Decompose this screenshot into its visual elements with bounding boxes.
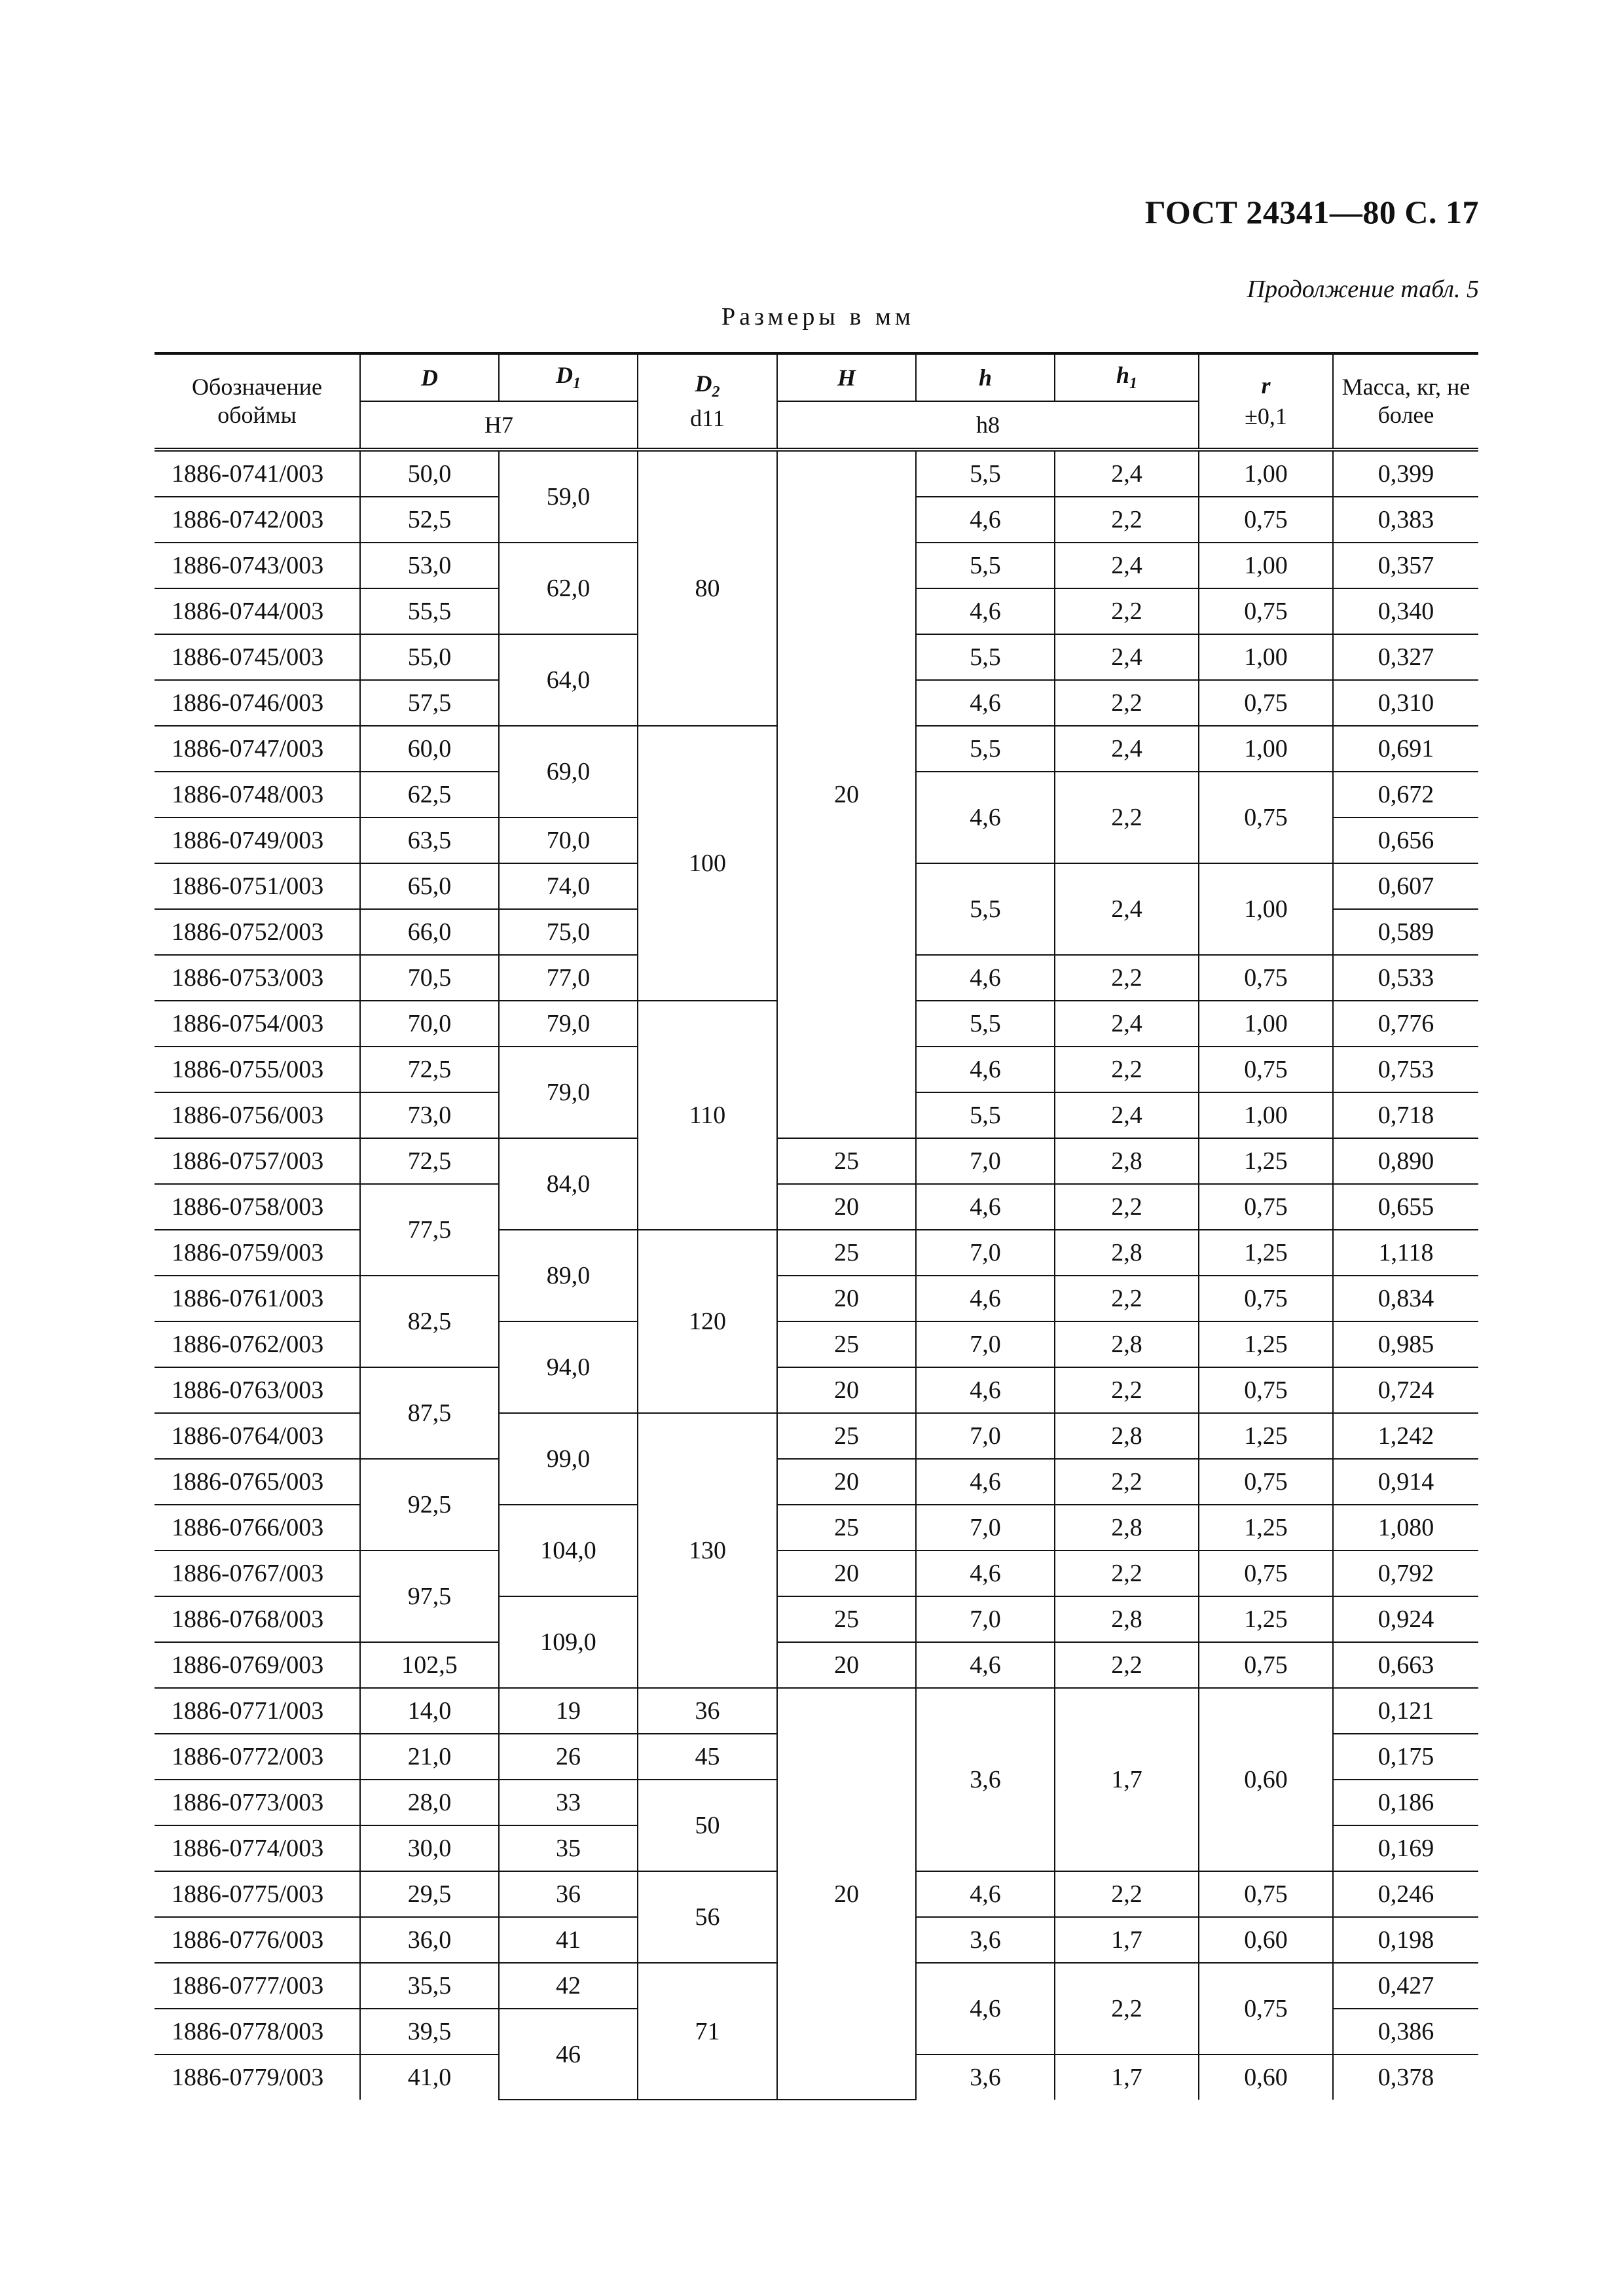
cell-D: 72,5 [360,1047,499,1092]
cell-mass: 0,386 [1333,2009,1478,2054]
cell-r: 1,25 [1199,1596,1333,1642]
cell-h1: 2,8 [1055,1321,1199,1367]
cell-H: 25 [777,1230,916,1276]
cell-h: 4,6 [916,1642,1055,1688]
cell-h1: 2,2 [1055,497,1199,543]
cell-r: 1,00 [1199,863,1333,955]
cell-designation: 1886-0767/003 [155,1551,360,1596]
table-row [155,1596,1478,1642]
cell-h1: 2,2 [1055,1459,1199,1505]
cell-mass: 1,080 [1333,1505,1478,1551]
cell-D1: 46 [499,2009,638,2100]
cell-D: 36,0 [360,1917,499,1963]
header-D-label: D [421,365,438,391]
cell-D2: 56 [638,1871,777,1963]
cell-h: 7,0 [916,1596,1055,1642]
cell-D: 21,0 [360,1734,499,1780]
cell-D: 70,5 [360,955,499,1001]
cell-D: 82,5 [360,1276,499,1367]
cell-r: 1,00 [1199,726,1333,772]
cell-h: 7,0 [916,1505,1055,1551]
cell-designation: 1886-0775/003 [155,1871,360,1917]
cell-D1: 84,0 [499,1138,638,1230]
cell-h1: 2,2 [1055,1047,1199,1092]
cell-h1: 2,4 [1055,450,1199,497]
cell-mass: 0,691 [1333,726,1478,772]
cell-r: 0,75 [1199,1459,1333,1505]
cell-D1: 62,0 [499,543,638,634]
cell-D: 72,5 [360,1138,499,1184]
table-row [155,1230,1478,1276]
cell-H: 20 [777,1459,916,1505]
cell-h1: 2,2 [1055,1276,1199,1321]
cell-designation: 1886-0749/003 [155,817,360,863]
cell-h1: 2,2 [1055,1184,1199,1230]
cell-designation: 1886-0779/003 [155,2054,360,2100]
cell-D: 28,0 [360,1780,499,1825]
cell-mass: 0,378 [1333,2054,1478,2100]
cell-r: 0,75 [1199,955,1333,1001]
cell-h: 4,6 [916,955,1055,1001]
header-h1 [1055,353,1199,401]
cell-H: 20 [777,1688,916,2100]
cell-H: 25 [777,1505,916,1551]
header-h [916,353,1055,401]
cell-designation: 1886-0764/003 [155,1413,360,1459]
cell-D2: 80 [638,450,777,726]
cell-designation: 1886-0752/003 [155,909,360,955]
cell-mass: 0,327 [1333,634,1478,680]
cell-D: 55,5 [360,588,499,634]
cell-r: 0,75 [1199,1184,1333,1230]
cell-designation: 1886-0769/003 [155,1642,360,1688]
cell-D1: 79,0 [499,1047,638,1138]
cell-designation: 1886-0773/003 [155,1780,360,1825]
cell-h: 4,6 [916,1459,1055,1505]
cell-D2: 71 [638,1963,777,2100]
cell-h: 4,6 [916,1963,1055,2054]
cell-mass: 0,776 [1333,1001,1478,1047]
cell-r: 0,75 [1199,1963,1333,2054]
cell-designation: 1886-0744/003 [155,588,360,634]
cell-h1: 2,4 [1055,726,1199,772]
cell-h: 4,6 [916,1367,1055,1413]
cell-r: 0,75 [1199,1276,1333,1321]
header-D1 [499,353,638,401]
cell-D: 53,0 [360,543,499,588]
header-mass: Масса, кг, не более [1333,353,1478,450]
cell-designation: 1886-0758/003 [155,1184,360,1230]
cell-H: 25 [777,1596,916,1642]
header-H [777,353,916,401]
cell-r: 1,00 [1199,543,1333,588]
cell-mass: 1,118 [1333,1230,1478,1276]
cell-h1: 2,2 [1055,1551,1199,1596]
header-H-label: H [837,365,856,391]
cell-D1: 89,0 [499,1230,638,1321]
cell-designation: 1886-0762/003 [155,1321,360,1367]
cell-h1: 2,8 [1055,1138,1199,1184]
cell-D: 52,5 [360,497,499,543]
cell-designation: 1886-0754/003 [155,1001,360,1047]
cell-h: 4,6 [916,1551,1055,1596]
dimensions-table [155,352,1478,2100]
cell-H: 20 [777,1642,916,1688]
header-D2 [638,353,777,450]
cell-H: 20 [777,450,916,1138]
cell-D1: 99,0 [499,1413,638,1505]
cell-designation: 1886-0755/003 [155,1047,360,1092]
cell-mass: 0,924 [1333,1596,1478,1642]
cell-designation: 1886-0742/003 [155,497,360,543]
cell-r: 0,75 [1199,772,1333,863]
cell-r: 0,60 [1199,1917,1333,1963]
cell-h1: 2,8 [1055,1596,1199,1642]
cell-h1: 2,2 [1055,1642,1199,1688]
cell-D1: 42 [499,1963,638,2009]
cell-designation: 1886-0774/003 [155,1825,360,1871]
cell-designation: 1886-0778/003 [155,2009,360,2054]
cell-r: 1,00 [1199,634,1333,680]
cell-h1: 2,2 [1055,1871,1199,1917]
cell-designation: 1886-0748/003 [155,772,360,817]
cell-D2: 50 [638,1780,777,1871]
cell-mass: 0,914 [1333,1459,1478,1505]
cell-D1: 77,0 [499,955,638,1001]
cell-h: 4,6 [916,497,1055,543]
cell-h: 4,6 [916,1871,1055,1917]
header-h-label: h [978,365,993,391]
cell-h1: 2,2 [1055,772,1199,863]
cell-h1: 2,2 [1055,1963,1199,2054]
cell-h: 5,5 [916,1001,1055,1047]
cell-mass: 0,985 [1333,1321,1478,1367]
cell-designation: 1886-0761/003 [155,1276,360,1321]
header-h1-label: $h_1$ [1116,362,1138,393]
cell-D: 73,0 [360,1092,499,1138]
cell-r: 1,25 [1199,1230,1333,1276]
header-D1-label: $D_1$ [556,362,581,393]
cell-D: 50,0 [360,450,499,497]
cell-designation: 1886-0771/003 [155,1688,360,1734]
cell-r: 0,75 [1199,1551,1333,1596]
cell-mass: 1,242 [1333,1413,1478,1459]
cell-r: 1,25 [1199,1413,1333,1459]
cell-D: 35,5 [360,1963,499,2009]
cell-D: 55,0 [360,634,499,680]
cell-D1: 94,0 [499,1321,638,1413]
cell-mass: 0,655 [1333,1184,1478,1230]
cell-r: 0,75 [1199,1047,1333,1092]
cell-mass: 0,198 [1333,1917,1478,1963]
cell-h: 4,6 [916,1047,1055,1092]
cell-h: 5,5 [916,634,1055,680]
cell-mass: 0,340 [1333,588,1478,634]
cell-h: 5,5 [916,543,1055,588]
cell-mass: 0,121 [1333,1688,1478,1734]
cell-r: 0,60 [1199,1688,1333,1871]
table-row [155,1551,1478,1596]
cell-D1: 19 [499,1688,638,1734]
cell-D1: 36 [499,1871,638,1917]
cell-designation: 1886-0765/003 [155,1459,360,1505]
cell-H: 20 [777,1367,916,1413]
cell-designation: 1886-0753/003 [155,955,360,1001]
cell-r: 0,75 [1199,1367,1333,1413]
cell-designation: 1886-0746/003 [155,680,360,726]
cell-mass: 0,169 [1333,1825,1478,1871]
cell-D: 57,5 [360,680,499,726]
cell-D2: 130 [638,1413,777,1688]
cell-D: 39,5 [360,2009,499,2054]
cell-mass: 0,246 [1333,1871,1478,1917]
page-header: ГОСТ 24341—80 С. 17 [1144,194,1479,230]
cell-D: 87,5 [360,1367,499,1459]
header-D [360,353,499,401]
cell-mass: 0,724 [1333,1367,1478,1413]
cell-r: 1,25 [1199,1505,1333,1551]
cell-mass: 0,533 [1333,955,1478,1001]
cell-h1: 1,7 [1055,2054,1199,2100]
header-r-label: r [1261,372,1271,399]
cell-r: 1,25 [1199,1321,1333,1367]
header-D2-label: $D_2$ [695,370,720,401]
cell-h1: 2,8 [1055,1230,1199,1276]
cell-h1: 2,2 [1055,1367,1199,1413]
cell-designation: 1886-0763/003 [155,1367,360,1413]
header-tol-H7: H7 [360,401,638,450]
cell-h: 7,0 [916,1230,1055,1276]
cell-H: 25 [777,1413,916,1459]
cell-mass: 0,607 [1333,863,1478,909]
cell-h: 4,6 [916,1276,1055,1321]
table-row [155,1459,1478,1505]
cell-D1: 109,0 [499,1596,638,1688]
cell-D1: 59,0 [499,450,638,543]
cell-mass: 0,399 [1333,450,1478,497]
cell-D1: 70,0 [499,817,638,863]
cell-D2: 120 [638,1230,777,1413]
cell-mass: 0,718 [1333,1092,1478,1138]
cell-D1: 41 [499,1917,638,1963]
cell-D: 102,5 [360,1642,499,1688]
table-row [155,1688,1478,1734]
cell-h1: 2,4 [1055,543,1199,588]
cell-mass: 0,672 [1333,772,1478,817]
cell-mass: 0,175 [1333,1734,1478,1780]
cell-r: 0,75 [1199,680,1333,726]
cell-D1: 33 [499,1780,638,1825]
table-row [155,1505,1478,1551]
table-row [155,1138,1478,1184]
cell-D: 97,5 [360,1551,499,1642]
cell-r: 0,75 [1199,497,1333,543]
cell-D1: 35 [499,1825,638,1871]
table-row [155,1642,1478,1688]
cell-D: 30,0 [360,1825,499,1871]
cell-D: 14,0 [360,1688,499,1734]
cell-h1: 2,4 [1055,634,1199,680]
cell-mass: 0,890 [1333,1138,1478,1184]
cell-h: 3,6 [916,1917,1055,1963]
cell-D1: 79,0 [499,1001,638,1047]
cell-D1: 26 [499,1734,638,1780]
cell-mass: 0,792 [1333,1551,1478,1596]
cell-D: 66,0 [360,909,499,955]
cell-r: 1,00 [1199,1001,1333,1047]
cell-designation: 1886-0757/003 [155,1138,360,1184]
cell-D: 63,5 [360,817,499,863]
cell-D: 60,0 [360,726,499,772]
cell-r: 0,75 [1199,588,1333,634]
cell-D2: 36 [638,1688,777,1734]
cell-h: 7,0 [916,1138,1055,1184]
cell-designation: 1886-0751/003 [155,863,360,909]
cell-h1: 2,4 [1055,1001,1199,1047]
cell-designation: 1886-0745/003 [155,634,360,680]
table-row [155,1276,1478,1321]
header-row-symbols [155,353,1478,401]
cell-mass: 0,753 [1333,1047,1478,1092]
cell-mass: 0,834 [1333,1276,1478,1321]
table-row [155,1413,1478,1459]
cell-h: 7,0 [916,1413,1055,1459]
cell-h: 5,5 [916,863,1055,955]
cell-designation: 1886-0756/003 [155,1092,360,1138]
cell-h1: 1,7 [1055,1917,1199,1963]
cell-h: 5,5 [916,726,1055,772]
cell-D: 65,0 [360,863,499,909]
cell-designation: 1886-0777/003 [155,1963,360,2009]
cell-mass: 0,589 [1333,909,1478,955]
cell-D1: 75,0 [499,909,638,955]
cell-designation: 1886-0743/003 [155,543,360,588]
cell-r: 0,75 [1199,1871,1333,1917]
cell-h1: 2,8 [1055,1413,1199,1459]
cell-D1: 64,0 [499,634,638,726]
cell-mass: 0,656 [1333,817,1478,863]
header-tol-h8: h8 [777,401,1199,450]
units-caption: Размеры в мм [721,303,915,331]
cell-H: 20 [777,1184,916,1230]
cell-mass: 0,357 [1333,543,1478,588]
cell-designation: 1886-0776/003 [155,1917,360,1963]
cell-h1: 2,2 [1055,680,1199,726]
cell-designation: 1886-0759/003 [155,1230,360,1276]
cell-h1: 2,2 [1055,955,1199,1001]
cell-h1: 2,4 [1055,863,1199,955]
header-tol-d11: d11 [690,404,725,431]
header-designation: Обозначение обоймы [155,353,360,450]
cell-H: 25 [777,1138,916,1184]
header-r-tolerance: ±0,1 [1245,403,1287,429]
cell-D: 77,5 [360,1184,499,1276]
cell-r: 0,75 [1199,1642,1333,1688]
cell-D: 29,5 [360,1871,499,1917]
cell-mass: 0,663 [1333,1642,1478,1688]
cell-h: 4,6 [916,1184,1055,1230]
cell-h1: 1,7 [1055,1688,1199,1871]
cell-H: 25 [777,1321,916,1367]
cell-D: 70,0 [360,1001,499,1047]
cell-h: 4,6 [916,772,1055,863]
cell-h: 5,5 [916,450,1055,497]
cell-h: 3,6 [916,1688,1055,1871]
cell-H: 20 [777,1551,916,1596]
cell-D2: 100 [638,726,777,1001]
cell-r: 1,00 [1199,1092,1333,1138]
table-row [155,1184,1478,1230]
cell-designation: 1886-0768/003 [155,1596,360,1642]
cell-mass: 0,383 [1333,497,1478,543]
cell-designation: 1886-0747/003 [155,726,360,772]
cell-h: 4,6 [916,680,1055,726]
cell-h1: 2,2 [1055,588,1199,634]
cell-D1: 104,0 [499,1505,638,1596]
cell-designation: 1886-0766/003 [155,1505,360,1551]
table-row [155,450,1478,497]
cell-D: 92,5 [360,1459,499,1551]
cell-h: 3,6 [916,2054,1055,2100]
table-body [155,450,1478,2100]
cell-h: 5,5 [916,1092,1055,1138]
cell-H: 20 [777,1276,916,1321]
cell-D: 62,5 [360,772,499,817]
cell-mass: 0,310 [1333,680,1478,726]
cell-r: 0,60 [1199,2054,1333,2100]
cell-mass: 0,427 [1333,1963,1478,2009]
cell-D: 41,0 [360,2054,499,2100]
cell-designation: 1886-0741/003 [155,450,360,497]
cell-designation: 1886-0772/003 [155,1734,360,1780]
cell-h: 7,0 [916,1321,1055,1367]
cell-r: 1,25 [1199,1138,1333,1184]
table-row [155,1321,1478,1367]
cell-h1: 2,8 [1055,1505,1199,1551]
table-row [155,1367,1478,1413]
cell-D1: 69,0 [499,726,638,817]
cell-D1: 74,0 [499,863,638,909]
cell-h: 4,6 [916,588,1055,634]
cell-r: 1,00 [1199,450,1333,497]
header-r [1199,353,1333,450]
cell-mass: 0,186 [1333,1780,1478,1825]
table-continuation-note: Продолжение табл. 5 [1247,276,1479,303]
cell-D2: 45 [638,1734,777,1780]
cell-h1: 2,4 [1055,1092,1199,1138]
cell-D2: 110 [638,1001,777,1230]
